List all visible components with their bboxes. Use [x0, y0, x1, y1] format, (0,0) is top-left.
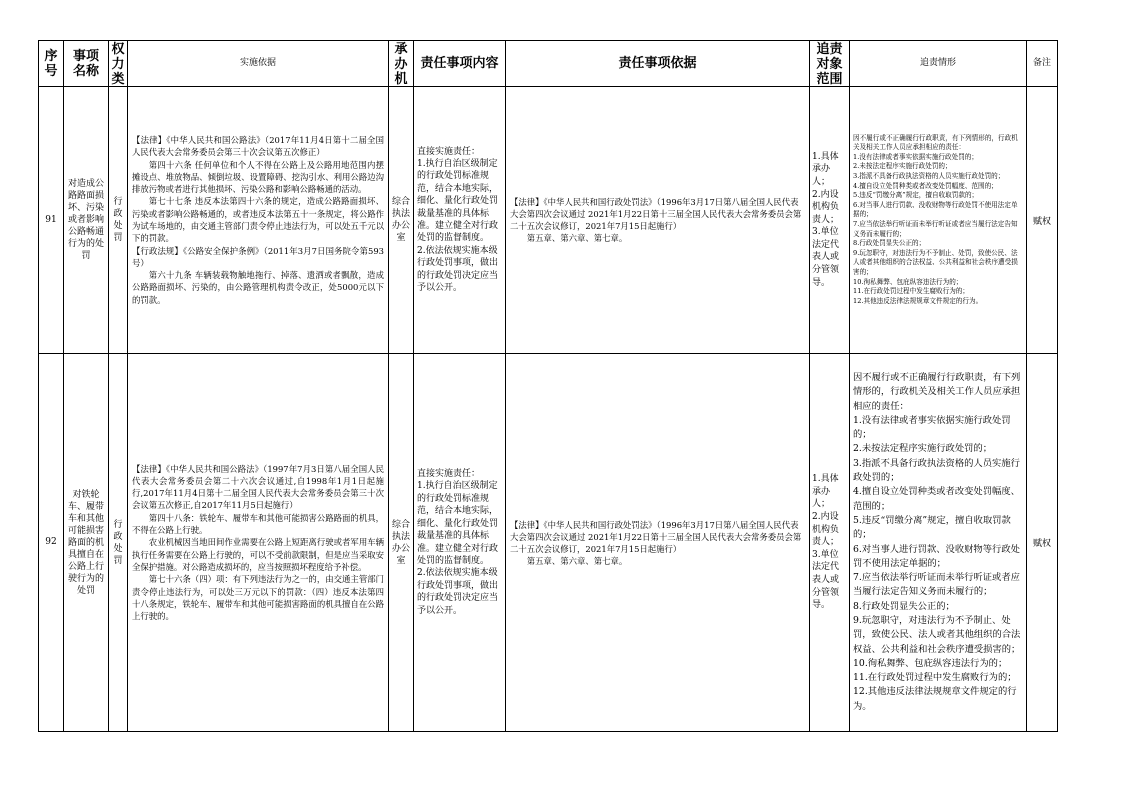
list-item: 因不履行或不正确履行行政职责，有下列情形的，行政机关及相关工作人员应承担相应的责任：: [853, 133, 1018, 152]
row-seq: 91: [39, 87, 64, 354]
paragraph: 第七十六条（四）项：有下列违法行为之一的，由交通主管部门责令停止违法行为，可以处三万元以下的罚款：（四）违反本法第四十八条规定，铁轮车、履带车和其他可能损害路面的机具擅自在公路上行驶的。: [132, 574, 384, 622]
paragraph: 第五章、第六章、第七章。: [526, 233, 628, 243]
paragraph: 第七十七条 违反本法第四十六条的规定，造成公路路面损坏、污染或者影响公路畅通的，或者违反本法第五十一条规定，将公路作为试车场地的，由交通主管部门责令停止违法行为，可以处五千元以下的罚款。: [132, 196, 384, 244]
list-item: 4.擅自设立处罚种类或者改变处罚幅度、范围的；: [853, 181, 998, 190]
row-basis: [128, 354, 389, 732]
list-item: 因不履行或不正确履行行政职责，有下列情形的，行政机关及相关工作人员应承担相应的责任：: [853, 371, 1021, 412]
list-item: 直接实施责任：: [417, 146, 481, 157]
list-item: 12.其他违反法律法规规章文件规定的行为。: [853, 296, 983, 305]
header-resp-basis: 责任事项依据: [506, 41, 810, 87]
list-item: 11.在行政处罚过程中发生腐败行为的；: [853, 287, 969, 296]
list-item: 3.指派不具备行政执法资格的人员实施行政处罚的；: [853, 172, 1005, 181]
paragraph: 农业机械因当地田间作业需要在公路上短距离行驶或者军用车辆执行任务需要在公路上行驶的，可以不受前款限制，但是应当采取安全保护措施。对公路造成损坏的，应当按照损坏程度给予补偿。: [132, 537, 384, 572]
row-resp-basis: [506, 87, 810, 354]
row-resp-basis: [506, 354, 810, 732]
list-item: 3.单位法定代表人或分管领导。: [812, 227, 840, 288]
paragraph: 第五章、第六章、第七章。: [526, 555, 628, 566]
row-org: 综合执法办公室: [389, 354, 414, 732]
row-type: 行政处罚: [109, 87, 128, 354]
header-note: 备注: [1027, 41, 1058, 87]
paragraph: 【法律】《中华人民共和国行政处罚法》（1996年3月17日第八届全国人民代表大会第四次会议通过 2021年1月22日第十三届全国人民代表大会常务委员会第二十五次会议修订，2021年7月15日起施行）: [510, 519, 802, 554]
header-resp-content: 责任事项内容: [414, 41, 506, 87]
header-target: 追责对象范围: [810, 41, 850, 87]
header-name: 事项名称: [64, 41, 109, 87]
row-seq: 92: [39, 354, 64, 732]
list-item: 6.对当事人进行罚款、没收财物等行政处罚不使用法定单据的；: [853, 200, 1018, 219]
list-item: 11.在行政处罚过程中发生腐败行为的；: [853, 672, 1017, 684]
table-row: [39, 87, 1058, 354]
row-target: [810, 354, 850, 732]
list-item: 4.擅自设立处罚种类或者改变处罚幅度、范围的；: [853, 486, 1020, 512]
list-item: 2.依法依规实施本级行政处罚事项，做出的行政处罚决定应当予以公开。: [417, 568, 499, 616]
list-item: 5.违反“罚缴分离”规定，擅自收取罚款的；: [853, 191, 979, 200]
list-item: 2.内设机构负责人；: [812, 189, 840, 225]
responsibility-table: [38, 40, 1058, 732]
list-item: 9.玩忽职守，对违法行为不予制止、处罚，致使公民、法人或者其他组织的合法权益、公共利益和社会秩序遭受损害的；: [853, 248, 1018, 276]
list-item: 8.行政处罚显失公正的；: [853, 600, 955, 612]
list-item: 9.玩忽职守，对违法行为不予制止、处罚，致使公民、法人或者其他组织的合法权益、公共利益和社会秩序遭受损害的；: [853, 614, 1021, 655]
row-basis: [128, 87, 389, 354]
list-item: 5.违反“罚缴分离”规定，擅自收取罚款的；: [853, 514, 1011, 541]
header-basis: 实施依据: [128, 41, 389, 87]
list-item: 1.执行自治区级制定的行政处罚标准规范，结合本地实际，细化、量化行政处罚裁量基准的具体标准。建立健全对行政处罚的监督制度。: [417, 481, 499, 566]
list-item: 1.具体承办人；: [812, 474, 839, 510]
paragraph: 第四十六条 任何单位和个人不得在公路上及公路用地范围内摆摊设点、堆放物品、倾倒垃圾、设置障碍、挖沟引水、利用公路边沟排放污物或者进行其他损坏、污染公路和影响公路畅通的活动。: [132, 159, 384, 195]
list-item: 1.没有法律或者事实依据实施行政处罚的；: [853, 414, 1011, 441]
header-row: [39, 41, 1058, 87]
list-item: 6.对当事人进行罚款、没收财物等行政处罚不使用法定单据的；: [853, 543, 1020, 569]
paragraph: 【法律】《中华人民共和国行政处罚法》（1996年3月17日第八届全国人民代表大会第四次会议通过 2021年1月22日第十三届全国人民代表大会常务委员会第二十五次会议修订，2021年7月15日起施行）: [510, 197, 802, 231]
list-item: 12.其他违反法律法规规章文件规定的行为。: [853, 686, 1017, 712]
row-note: 赋权: [1027, 354, 1058, 732]
table-row: [39, 354, 1058, 732]
row-type: 行政处罚: [109, 354, 128, 732]
paragraph: 【法律】《中华人民共和国公路法》（1997年7月3日第八届全国人民代表大会常务委员会第二十六次会议通过,自1998年1月1日起施行,2017年11月4日第十二届全国人民代表大会常务委员会第三十次会议第五次修正,自2017年11月5日起施行）: [132, 463, 384, 511]
header-situation: 追责情形: [850, 41, 1027, 87]
list-item: 1.具体承办人；: [812, 151, 839, 187]
list-item: 1.执行自治区级制定的行政处罚标准规范，结合本地实际，细化、量化行政处罚裁量基准的具体标准。建立健全对行政处罚的监督制度。: [417, 158, 499, 244]
list-item: 2.未按法定程序实施行政处罚的；: [853, 443, 993, 455]
list-item: 3.指派不具备行政执法资格的人员实施行政处罚的；: [853, 457, 1020, 484]
row-target: [810, 87, 850, 354]
row-org: 综合执法办公室: [389, 87, 414, 354]
list-item: 2.依法依规实施本级行政处罚事项，做出的行政处罚决定应当予以公开。: [417, 245, 499, 294]
row-name: 对造成公路路面损坏、污染或者影响公路畅通行为的处罚: [64, 87, 109, 354]
paragraph: 【行政法规】《公路安全保护条例》（2011年3月7日国务院令第593号）: [132, 245, 384, 268]
list-item: 7.应当依法举行听证而未举行听证或者应当履行法定告知义务而未履行的；: [853, 220, 1018, 238]
row-situation: [850, 354, 1027, 732]
paragraph: 第六十九条 车辆装载物触地拖行、掉落、遗洒或者飘散，造成公路路面损坏、污染的，由公路管理机构责令改正，处5000元以下的罚款。: [132, 270, 384, 305]
row-situation: [850, 87, 1027, 354]
row-resp-content: [414, 87, 506, 354]
header-org: 承办机: [389, 41, 414, 87]
list-item: 2.内设机构负责人；: [812, 512, 840, 548]
list-item: 7.应当依法举行听证而未举行听证或者应当履行法定告知义务而未履行的；: [853, 572, 1020, 598]
header-seq: 序号: [39, 41, 64, 87]
list-item: 10.徇私舞弊、包庇纵容违法行为的；: [853, 657, 1008, 669]
paragraph: 【法律】《中华人民共和国公路法》（2017年11月4日第十二届全国人民代表大会常务委员会第三十次会议第五次修正）: [132, 134, 384, 158]
row-resp-content: [414, 354, 506, 732]
list-item: 8.行政处罚显失公正的；: [853, 239, 926, 248]
paragraph: 第四十八条：铁轮车、履带车和其他可能损害公路路面的机具，不得在公路上行驶。: [132, 512, 384, 536]
list-item: 1.没有法律或者事实依据实施行政处罚的；: [853, 152, 978, 161]
row-note: 赋权: [1027, 87, 1058, 354]
header-type: 权力类: [109, 41, 128, 87]
list-item: 直接实施责任：: [417, 469, 481, 480]
list-item: 2.未按法定程序实施行政处罚的；: [853, 162, 952, 171]
list-item: 3.单位法定代表人或分管领导。: [812, 549, 840, 611]
list-item: 10.徇私舞弊、包庇纵容违法行为的；: [853, 277, 963, 286]
row-name: 对铁轮车、履带车和其他可能损害路面的机具擅自在公路上行驶行为的处罚: [64, 354, 109, 732]
